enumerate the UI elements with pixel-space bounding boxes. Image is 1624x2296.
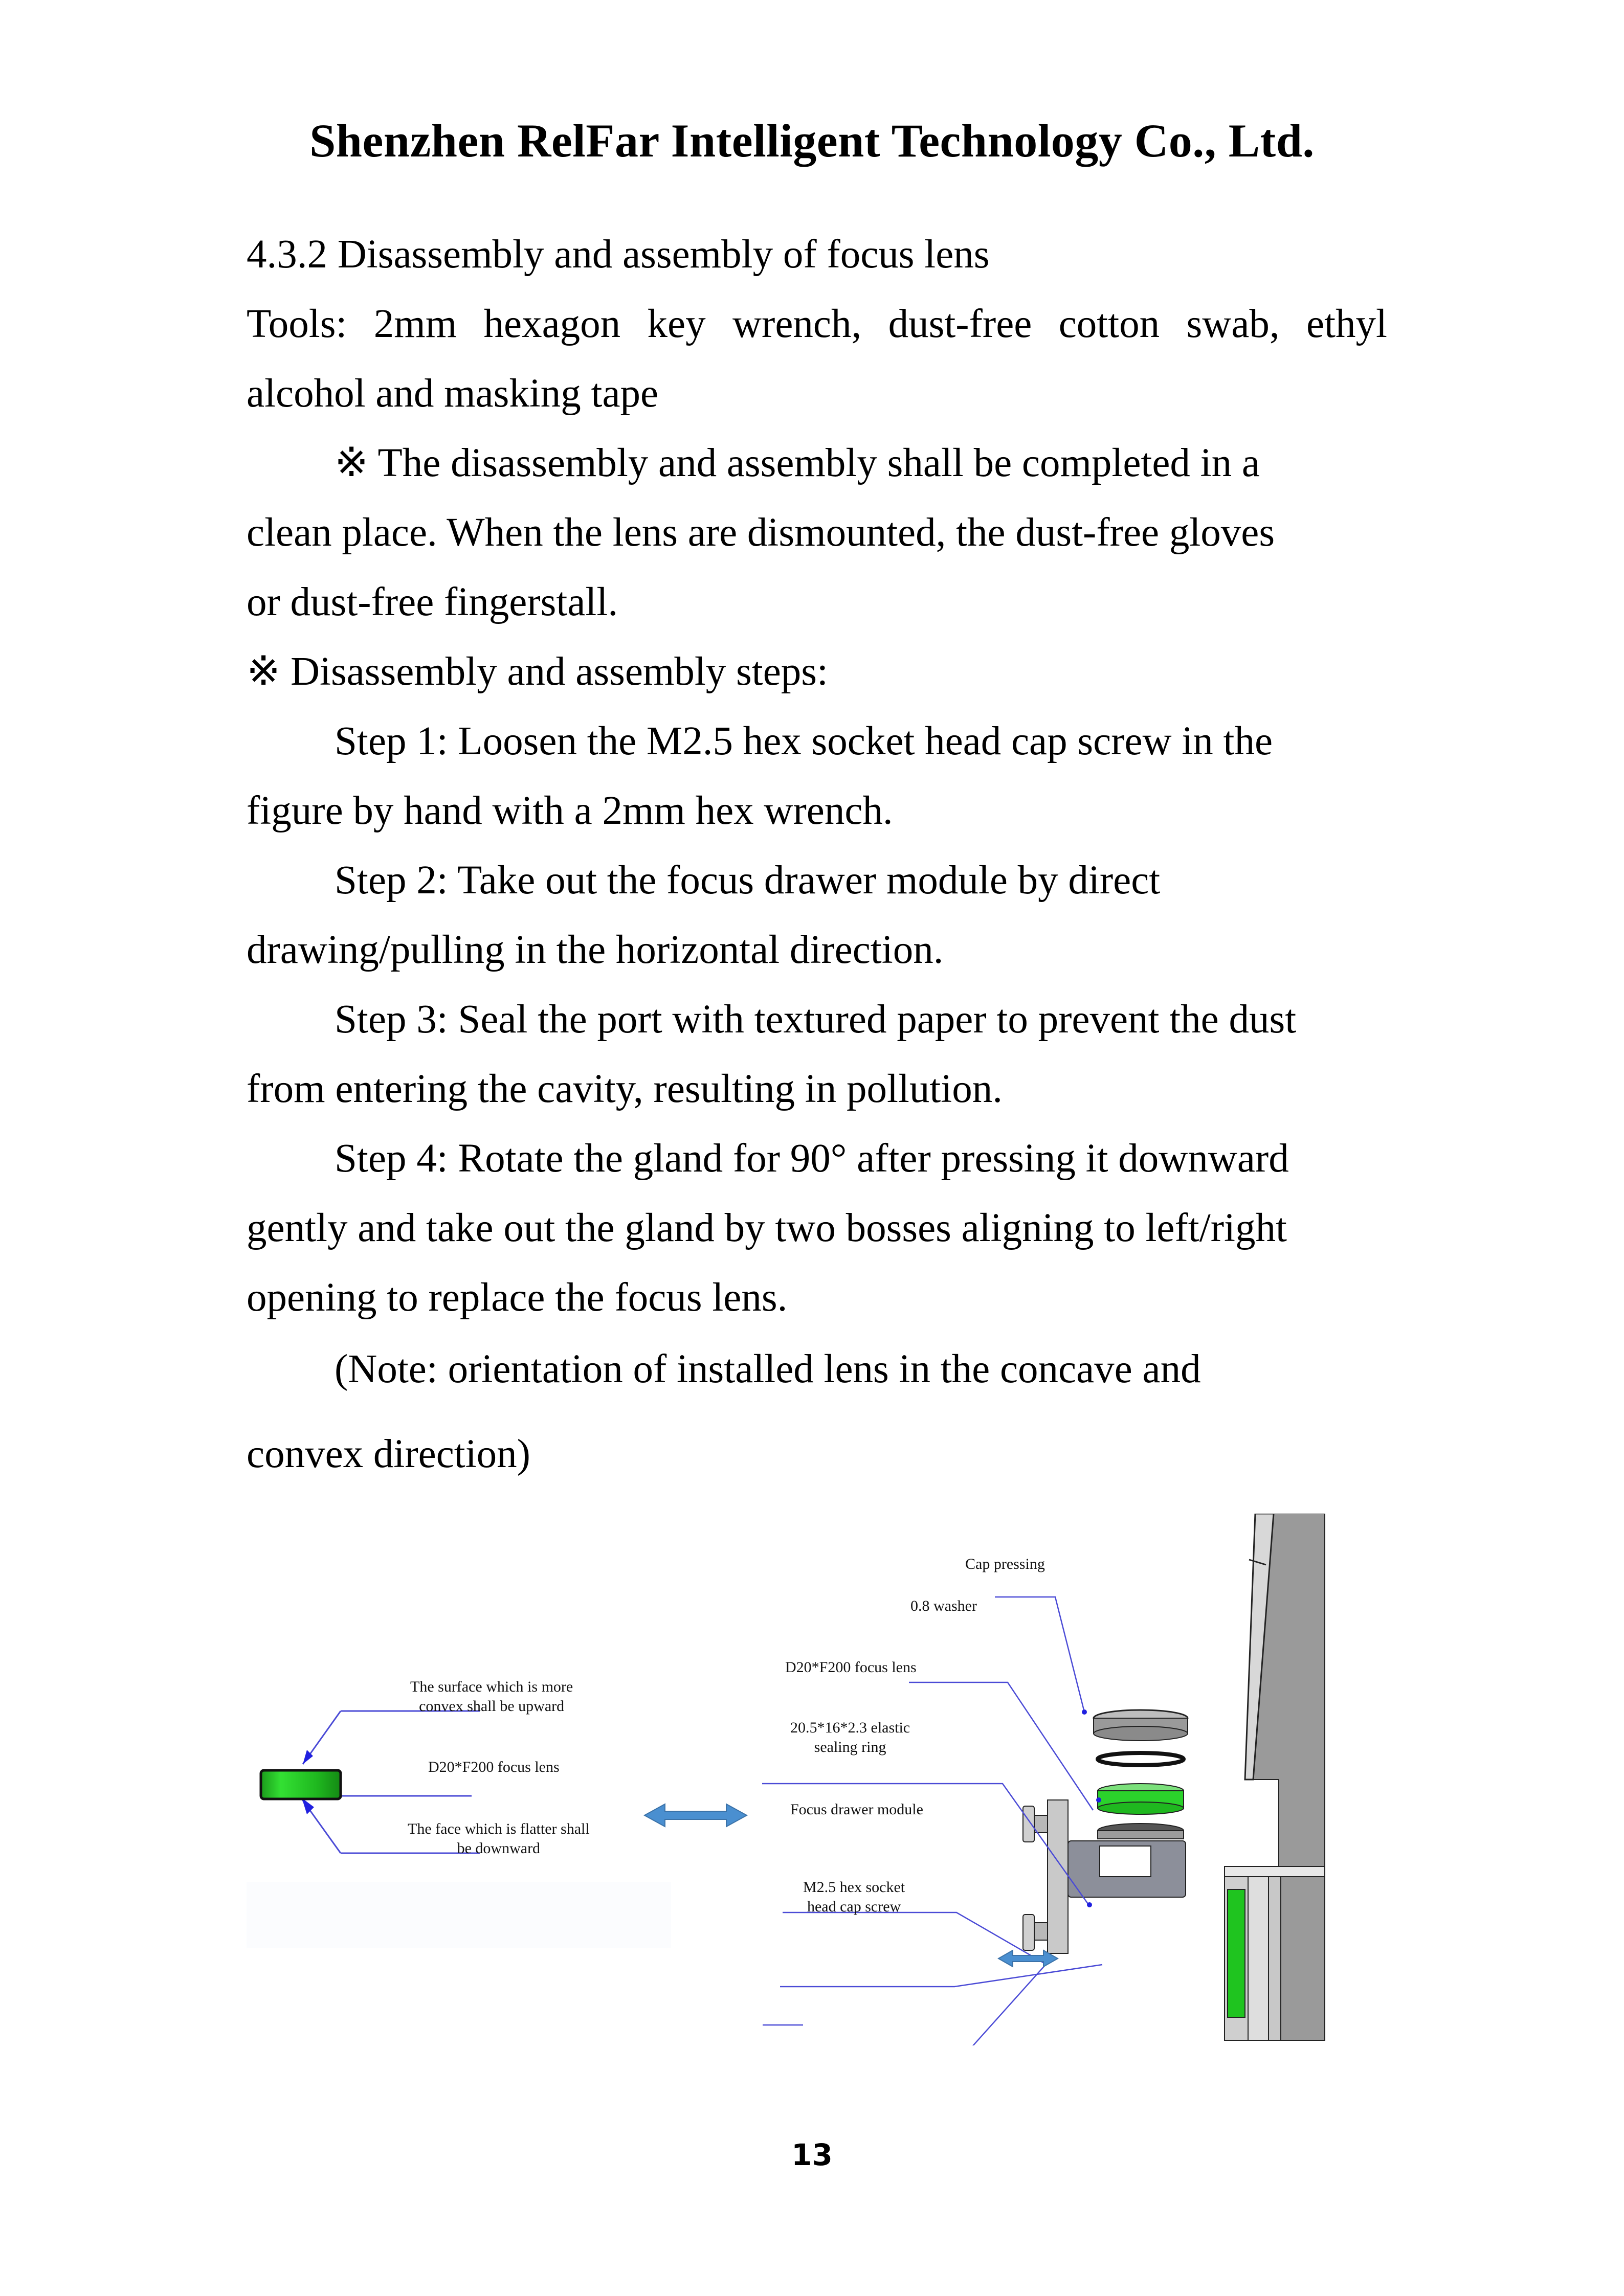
- convex-label-line-2: convex shall be upward: [419, 1698, 565, 1715]
- flatter-label-line-1: The face which is flatter shall: [408, 1820, 590, 1837]
- lens-orientation-figure: [247, 1662, 671, 1948]
- step-3-line-1: Step 3: Seal the port with textured paper to prevent the dust: [335, 997, 1297, 1042]
- step-3-line-2: from entering the cavity, resulting in pollution.: [247, 1067, 1003, 1111]
- exploded-assembly-drawing: [762, 1514, 1330, 2045]
- step-4-line-2: gently and take out the gland by two bosses aligning to left/right: [247, 1206, 1287, 1250]
- tools-line-2: alcohol and masking tape: [247, 371, 659, 416]
- step-1-line-2: figure by hand with a 2mm hex wrench.: [247, 789, 893, 833]
- washer-label: 0.8 washer: [910, 1597, 977, 1614]
- company-header: Shenzhen RelFar Intelligent Technology Co., Ltd.: [309, 115, 1315, 167]
- steps-heading: ※ Disassembly and assembly steps:: [247, 649, 828, 694]
- step-2-line-2: drawing/pulling in the horizontal direction.: [247, 928, 944, 972]
- double-arrow-icon: [642, 1800, 749, 1831]
- sealing-ring-label-line-1: 20.5*16*2.3 elastic: [790, 1719, 910, 1736]
- hex-screw-label-line-1: M2.5 hex socket: [803, 1879, 905, 1896]
- orientation-note-line-2: convex direction): [247, 1432, 530, 1476]
- hex-screw-label: [803, 1878, 905, 1917]
- page-number: 13: [791, 2137, 833, 2172]
- convex-label-line-1: The surface which is more: [410, 1678, 573, 1695]
- step-1-line-1: Step 1: Loosen the M2.5 hex socket head cap screw in the: [335, 719, 1273, 763]
- step-4-line-1: Step 4: Rotate the gland for 90° after pressing it downward: [335, 1136, 1289, 1181]
- clean-place-note-3: or dust-free fingerstall.: [247, 580, 618, 624]
- focus-lens-label: D20*F200 focus lens: [785, 1659, 917, 1676]
- drawer-module-label: Focus drawer module: [790, 1801, 923, 1818]
- sealing-ring-label: [790, 1718, 910, 1757]
- clean-place-note-1: ※ The disassembly and assembly shall be completed in a: [335, 441, 1260, 485]
- lens-name-label: D20*F200 focus lens: [428, 1759, 560, 1775]
- cap-pressing-label: Cap pressing: [965, 1556, 1045, 1572]
- clean-place-note-2: clean place. When the lens are dismounted, the dust-free gloves: [247, 510, 1275, 555]
- section-heading: 4.3.2 Disassembly and assembly of focus lens: [247, 232, 990, 277]
- exploded-assembly-figure: [762, 1514, 1330, 2045]
- tools-line-1: Tools: 2mm hexagon key wrench, dust-free cotton swab, ethyl: [247, 302, 1387, 346]
- orientation-note-line-1: (Note: orientation of installed lens in the concave and: [335, 1347, 1201, 1391]
- hex-screw-label-line-2: head cap screw: [807, 1898, 901, 1915]
- flatter-downward-label: [408, 1819, 590, 1858]
- flatter-label-line-2: be downward: [457, 1840, 541, 1857]
- convex-upward-label: [410, 1677, 573, 1716]
- sealing-ring-label-line-2: sealing ring: [814, 1739, 886, 1755]
- step-2-line-1: Step 2: Take out the focus drawer module by direct: [335, 858, 1161, 903]
- step-4-line-3: opening to replace the focus lens.: [247, 1275, 788, 1320]
